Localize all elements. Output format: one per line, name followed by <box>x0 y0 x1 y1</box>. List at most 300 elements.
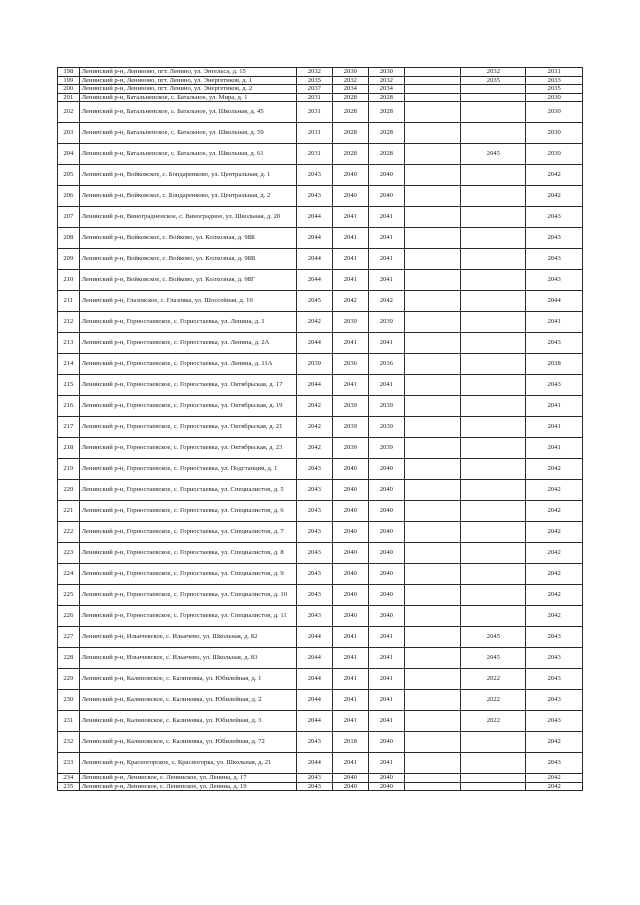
row-number: 210 <box>58 270 80 291</box>
year-col-3: 2030 <box>368 68 404 77</box>
year-col-4 <box>404 543 461 564</box>
year-col-6: 2042 <box>526 186 583 207</box>
year-col-4 <box>404 93 461 102</box>
year-col-4 <box>404 438 461 459</box>
year-col-4 <box>404 375 461 396</box>
table-row <box>58 627 583 648</box>
year-col-4 <box>404 102 461 123</box>
year-col-1: 2031 <box>296 144 332 165</box>
year-col-1: 2031 <box>296 102 332 123</box>
row-number: 220 <box>58 480 80 501</box>
year-col-1: 2043 <box>296 522 332 543</box>
year-col-4 <box>404 249 461 270</box>
address: Ленинский р-н, Виноградненское, с. Виноградное, ул. Школьная, д. 20 <box>79 207 296 228</box>
year-col-3: 2039 <box>368 417 404 438</box>
year-col-5 <box>461 564 526 585</box>
year-col-4 <box>404 76 461 85</box>
year-col-3: 2041 <box>368 270 404 291</box>
year-col-3: 2034 <box>368 85 404 94</box>
row-number: 225 <box>58 585 80 606</box>
year-col-2: 2041 <box>332 249 368 270</box>
year-col-1: 2044 <box>296 249 332 270</box>
year-col-6: 2041 <box>526 396 583 417</box>
year-col-6: 2042 <box>526 522 583 543</box>
year-col-2: 2041 <box>332 648 368 669</box>
address: Ленинский р-н, Лениново, пгт. Ленино, ул. Энергетиков, д. 2 <box>79 85 296 94</box>
year-col-2: 2028 <box>332 93 368 102</box>
table-row <box>58 585 583 606</box>
year-col-5 <box>461 333 526 354</box>
year-col-4 <box>404 312 461 333</box>
year-col-4 <box>404 186 461 207</box>
table-row <box>58 165 583 186</box>
address: Ленинский р-н, Горностаевское, с. Горностаевка, ул. Специалистов, д. 11 <box>79 606 296 627</box>
year-col-5 <box>461 93 526 102</box>
address: Ленинский р-н, Горностаевское, с. Горностаевка, ул. Специалистов, д. 8 <box>79 543 296 564</box>
year-col-1: 2044 <box>296 270 332 291</box>
year-col-3: 2041 <box>368 375 404 396</box>
year-col-1: 2044 <box>296 207 332 228</box>
row-number: 201 <box>58 93 80 102</box>
year-col-1: 2044 <box>296 228 332 249</box>
row-number: 212 <box>58 312 80 333</box>
year-col-4 <box>404 627 461 648</box>
year-col-1: 2042 <box>296 312 332 333</box>
year-col-4 <box>404 606 461 627</box>
table-row <box>58 333 583 354</box>
year-col-5: 2045 <box>461 648 526 669</box>
year-col-5 <box>461 438 526 459</box>
year-col-4 <box>404 501 461 522</box>
year-col-1: 2044 <box>296 375 332 396</box>
year-col-6: 2041 <box>526 438 583 459</box>
year-col-6: 2042 <box>526 459 583 480</box>
year-col-6: 2041 <box>526 312 583 333</box>
address: Ленинский р-н, Калиновское, с. Калиновка, ул. Юбилейная, д. 2 <box>79 690 296 711</box>
year-col-6: 2042 <box>526 501 583 522</box>
year-col-6: 2030 <box>526 102 583 123</box>
year-col-3: 2028 <box>368 93 404 102</box>
year-col-4 <box>404 669 461 690</box>
year-col-4 <box>404 144 461 165</box>
table-row <box>58 711 583 732</box>
table-row <box>58 312 583 333</box>
year-col-6: 2038 <box>526 354 583 375</box>
year-col-1: 2042 <box>296 438 332 459</box>
year-col-4 <box>404 123 461 144</box>
table-row <box>58 732 583 753</box>
year-col-1: 2043 <box>296 186 332 207</box>
table-row <box>58 68 583 77</box>
year-col-1: 2043 <box>296 732 332 753</box>
year-col-4 <box>404 480 461 501</box>
year-col-2: 2041 <box>332 228 368 249</box>
year-col-5 <box>461 459 526 480</box>
year-col-1: 2043 <box>296 543 332 564</box>
year-col-1: 2042 <box>296 417 332 438</box>
table-row <box>58 207 583 228</box>
year-col-3: 2042 <box>368 291 404 312</box>
year-col-2: 2028 <box>332 144 368 165</box>
year-col-3: 2036 <box>368 354 404 375</box>
address: Ленинский р-н, Горностаевское, с. Горностаевка, ул. Октябрьская, д. 17 <box>79 375 296 396</box>
row-number: 230 <box>58 690 80 711</box>
year-col-6: 2043 <box>526 375 583 396</box>
year-col-2: 2040 <box>332 522 368 543</box>
table-row <box>58 123 583 144</box>
address: Ленинский р-н, Батальненское, с. Батальное, ул. Школьная, д. 61 <box>79 144 296 165</box>
table-row <box>58 396 583 417</box>
table-row <box>58 270 583 291</box>
address: Ленинский р-н, Горностаевское, с. Горностаевка, ул. Специалистов, д. 6 <box>79 501 296 522</box>
year-col-4 <box>404 291 461 312</box>
year-col-2: 2040 <box>332 480 368 501</box>
housing-schedule-table <box>57 67 583 791</box>
year-col-1: 2043 <box>296 606 332 627</box>
year-col-6: 2031 <box>526 68 583 77</box>
row-number: 200 <box>58 85 80 94</box>
row-number: 216 <box>58 396 80 417</box>
table-row <box>58 543 583 564</box>
year-col-4 <box>404 564 461 585</box>
year-col-2: 2040 <box>332 585 368 606</box>
year-col-5 <box>461 270 526 291</box>
year-col-3: 2041 <box>368 249 404 270</box>
year-col-4 <box>404 522 461 543</box>
row-number: 228 <box>58 648 80 669</box>
row-number: 213 <box>58 333 80 354</box>
row-number: 227 <box>58 627 80 648</box>
address: Ленинский р-н, Ильичевское, с. Ильичево, ул. Школьная, д. 83 <box>79 648 296 669</box>
address: Ленинский р-н, Войковское, с. Бондаренково, ул. Центральная, д. 1 <box>79 165 296 186</box>
row-number: 204 <box>58 144 80 165</box>
row-number: 209 <box>58 249 80 270</box>
table-row <box>58 774 583 783</box>
row-number: 202 <box>58 102 80 123</box>
year-col-1: 2044 <box>296 333 332 354</box>
year-col-5 <box>461 165 526 186</box>
address: Ленинский р-н, Горностаевское, с. Горностаевка, ул. Специалистов, д. 10 <box>79 585 296 606</box>
table-row <box>58 522 583 543</box>
table-row <box>58 375 583 396</box>
year-col-4 <box>404 648 461 669</box>
year-col-1: 2044 <box>296 711 332 732</box>
year-col-4 <box>404 207 461 228</box>
row-number: 226 <box>58 606 80 627</box>
year-col-3: 2041 <box>368 690 404 711</box>
address: Ленинский р-н, Калиновское, с. Калиновка, ул. Юбилейная, д. 1 <box>79 669 296 690</box>
year-col-4 <box>404 333 461 354</box>
year-col-4 <box>404 68 461 77</box>
year-col-2: 2039 <box>332 312 368 333</box>
year-col-3: 2041 <box>368 228 404 249</box>
year-col-5 <box>461 732 526 753</box>
year-col-4 <box>404 354 461 375</box>
table-row <box>58 85 583 94</box>
row-number: 214 <box>58 354 80 375</box>
year-col-1: 2035 <box>296 76 332 85</box>
row-number: 231 <box>58 711 80 732</box>
year-col-3: 2039 <box>368 396 404 417</box>
year-col-5 <box>461 102 526 123</box>
address: Ленинский р-н, Ильичевское, с. Ильичево, ул. Школьная, д. 82 <box>79 627 296 648</box>
year-col-3: 2041 <box>368 648 404 669</box>
year-col-6: 2041 <box>526 417 583 438</box>
year-col-4 <box>404 417 461 438</box>
year-col-5 <box>461 522 526 543</box>
year-col-2: 2039 <box>332 396 368 417</box>
year-col-5 <box>461 228 526 249</box>
year-col-2: 2041 <box>332 690 368 711</box>
row-number: 223 <box>58 543 80 564</box>
table-row <box>58 354 583 375</box>
year-col-5: 2045 <box>461 627 526 648</box>
year-col-5: 2022 <box>461 711 526 732</box>
year-col-2: 2030 <box>332 68 368 77</box>
table-row <box>58 438 583 459</box>
year-col-5 <box>461 606 526 627</box>
row-number: 206 <box>58 186 80 207</box>
year-col-1: 2043 <box>296 480 332 501</box>
year-col-2: 2032 <box>332 76 368 85</box>
year-col-2: 2018 <box>332 732 368 753</box>
table-row <box>58 501 583 522</box>
year-col-1: 2031 <box>296 93 332 102</box>
year-col-6: 2042 <box>526 732 583 753</box>
address: Ленинский р-н, Горностаевское, с. Горностаевка, ул. Ленина, д. 11А <box>79 354 296 375</box>
address: Ленинский р-н, Горностаевское, с. Горностаевка, ул. Специалистов, д. 7 <box>79 522 296 543</box>
year-col-2: 2041 <box>332 753 368 774</box>
row-number: 233 <box>58 753 80 774</box>
year-col-3: 2041 <box>368 753 404 774</box>
year-col-5: 2035 <box>461 76 526 85</box>
year-col-3: 2040 <box>368 564 404 585</box>
year-col-2: 2040 <box>332 186 368 207</box>
year-col-3: 2041 <box>368 711 404 732</box>
year-col-2: 2041 <box>332 207 368 228</box>
year-col-2: 2041 <box>332 669 368 690</box>
year-col-6: 2044 <box>526 291 583 312</box>
year-col-5 <box>461 543 526 564</box>
year-col-2: 2039 <box>332 417 368 438</box>
row-number: 219 <box>58 459 80 480</box>
year-col-3: 2040 <box>368 165 404 186</box>
year-col-2: 2040 <box>332 543 368 564</box>
address: Ленинский р-н, Войковское, с. Войково, ул. Колхозная, д. 98В <box>79 249 296 270</box>
year-col-2: 2034 <box>332 85 368 94</box>
address: Ленинский р-н, Калиновское, с. Калиновка, ул. Юбилейная, д. 72 <box>79 732 296 753</box>
year-col-1: 2043 <box>296 564 332 585</box>
address: Ленинский р-н, Батальненское, с. Батальное, ул. Школьная, д. 59 <box>79 123 296 144</box>
year-col-5: 2022 <box>461 669 526 690</box>
year-col-3: 2039 <box>368 438 404 459</box>
address: Ленинский р-н, Лениново, пгт. Ленино, ул. Энгельса, д. 15 <box>79 68 296 77</box>
row-number: 211 <box>58 291 80 312</box>
year-col-6: 2043 <box>526 228 583 249</box>
year-col-2: 2041 <box>332 627 368 648</box>
table-row <box>58 669 583 690</box>
year-col-6: 2043 <box>526 627 583 648</box>
year-col-5 <box>461 186 526 207</box>
year-col-1: 2043 <box>296 585 332 606</box>
address: Ленинский р-н, Ленинское, с. Ленинское, ул. Ленина, д. 19 <box>79 782 296 791</box>
year-col-2: 2041 <box>332 270 368 291</box>
row-number: 221 <box>58 501 80 522</box>
address: Ленинский р-н, Батальненское, с. Батальное, ул. Школьная, д. 45 <box>79 102 296 123</box>
address: Ленинский р-н, Горностаевское, с. Горностаевка, ул. Октябрьская, д. 23 <box>79 438 296 459</box>
year-col-6: 2043 <box>526 753 583 774</box>
year-col-3: 2041 <box>368 333 404 354</box>
year-col-4 <box>404 396 461 417</box>
table-row <box>58 186 583 207</box>
year-col-6: 2043 <box>526 270 583 291</box>
year-col-6: 2030 <box>526 144 583 165</box>
table-row <box>58 291 583 312</box>
year-col-3: 2028 <box>368 144 404 165</box>
year-col-3: 2039 <box>368 312 404 333</box>
year-col-4 <box>404 228 461 249</box>
year-col-4 <box>404 711 461 732</box>
address: Ленинский р-н, Ленинское, с. Ленинское, ул. Ленина, д. 17 <box>79 774 296 783</box>
row-number: 203 <box>58 123 80 144</box>
row-number: 235 <box>58 782 80 791</box>
table-row <box>58 102 583 123</box>
year-col-5 <box>461 291 526 312</box>
year-col-2: 2039 <box>332 438 368 459</box>
year-col-1: 2043 <box>296 782 332 791</box>
year-col-6: 2043 <box>526 690 583 711</box>
address: Ленинский р-н, Горностаевское, с. Горностаевка, ул. Октябрьская, д. 19 <box>79 396 296 417</box>
year-col-5 <box>461 207 526 228</box>
year-col-6: 2042 <box>526 585 583 606</box>
year-col-5 <box>461 123 526 144</box>
year-col-5 <box>461 312 526 333</box>
year-col-2: 2028 <box>332 102 368 123</box>
year-col-3: 2028 <box>368 102 404 123</box>
year-col-2: 2042 <box>332 291 368 312</box>
year-col-2: 2036 <box>332 354 368 375</box>
table-row <box>58 93 583 102</box>
year-col-2: 2040 <box>332 501 368 522</box>
year-col-4 <box>404 585 461 606</box>
year-col-6: 2042 <box>526 606 583 627</box>
year-col-6: 2043 <box>526 669 583 690</box>
address: Ленинский р-н, Войковское, с. Войково, ул. Колхозная, д. 98Б <box>79 228 296 249</box>
year-col-2: 2041 <box>332 333 368 354</box>
address: Ленинский р-н, Лениново, пгт. Ленино, ул. Энергетиков, д. 1 <box>79 76 296 85</box>
year-col-1: 2044 <box>296 648 332 669</box>
address: Ленинский р-н, Горностаевское, с. Горностаевка, ул. Ленина, д. 1 <box>79 312 296 333</box>
year-col-3: 2041 <box>368 627 404 648</box>
year-col-6: 2043 <box>526 711 583 732</box>
year-col-1: 2045 <box>296 291 332 312</box>
year-col-5 <box>461 501 526 522</box>
table-row <box>58 249 583 270</box>
year-col-6: 2042 <box>526 480 583 501</box>
year-col-4 <box>404 753 461 774</box>
year-col-5 <box>461 774 526 783</box>
row-number: 207 <box>58 207 80 228</box>
year-col-5 <box>461 753 526 774</box>
year-col-3: 2040 <box>368 459 404 480</box>
year-col-3: 2040 <box>368 480 404 501</box>
table-row <box>58 459 583 480</box>
year-col-1: 2044 <box>296 627 332 648</box>
row-number: 222 <box>58 522 80 543</box>
year-col-1: 2043 <box>296 165 332 186</box>
year-col-3: 2040 <box>368 501 404 522</box>
table-row <box>58 648 583 669</box>
address: Ленинский р-н, Калиновское, с. Калиновка, ул. Юбилейная, д. 3 <box>79 711 296 732</box>
year-col-3: 2040 <box>368 606 404 627</box>
row-number: 234 <box>58 774 80 783</box>
address: Ленинский р-н, Горностаевское, с. Горностаевка, ул. Специалистов, д. 9 <box>79 564 296 585</box>
year-col-1: 2039 <box>296 354 332 375</box>
year-col-6: 2043 <box>526 333 583 354</box>
row-number: 208 <box>58 228 80 249</box>
row-number: 224 <box>58 564 80 585</box>
year-col-4 <box>404 459 461 480</box>
year-col-3: 2040 <box>368 774 404 783</box>
table-row <box>58 144 583 165</box>
year-col-4 <box>404 782 461 791</box>
year-col-6: 2030 <box>526 93 583 102</box>
year-col-6: 2033 <box>526 76 583 85</box>
year-col-1: 2042 <box>296 396 332 417</box>
year-col-5 <box>461 585 526 606</box>
year-col-1: 2044 <box>296 753 332 774</box>
table-row <box>58 606 583 627</box>
year-col-5 <box>461 396 526 417</box>
year-col-3: 2040 <box>368 522 404 543</box>
row-number: 198 <box>58 68 80 77</box>
address: Ленинский р-н, Красногорское, с. Красногорка, ул. Школьная, д. 21 <box>79 753 296 774</box>
address: Ленинский р-н, Горностаевское, с. Горностаевка, ул. Подстанция, д. 1 <box>79 459 296 480</box>
address: Ленинский р-н, Войковское, с. Войково, ул. Колхозная, д. 98Г <box>79 270 296 291</box>
year-col-3: 2040 <box>368 585 404 606</box>
table-body <box>58 68 583 791</box>
address: Ленинский р-н, Горностаевское, с. Горностаевка, ул. Специалистов, д. 5 <box>79 480 296 501</box>
row-number: 229 <box>58 669 80 690</box>
year-col-1: 2043 <box>296 501 332 522</box>
year-col-6: 2030 <box>526 123 583 144</box>
address: Ленинский р-н, Батальненское, с. Батальное, ул. Мира, д. 1 <box>79 93 296 102</box>
year-col-5: 2045 <box>461 144 526 165</box>
year-col-1: 2043 <box>296 459 332 480</box>
year-col-4 <box>404 85 461 94</box>
row-number: 215 <box>58 375 80 396</box>
year-col-1: 2037 <box>296 85 332 94</box>
year-col-2: 2028 <box>332 123 368 144</box>
year-col-5 <box>461 354 526 375</box>
year-col-3: 2028 <box>368 123 404 144</box>
year-col-4 <box>404 774 461 783</box>
row-number: 232 <box>58 732 80 753</box>
year-col-1: 2031 <box>296 123 332 144</box>
year-col-3: 2040 <box>368 543 404 564</box>
year-col-4 <box>404 165 461 186</box>
year-col-5 <box>461 417 526 438</box>
row-number: 205 <box>58 165 80 186</box>
year-col-4 <box>404 732 461 753</box>
year-col-2: 2040 <box>332 774 368 783</box>
year-col-5: 2032 <box>461 68 526 77</box>
year-col-5: 2022 <box>461 690 526 711</box>
year-col-3: 2041 <box>368 207 404 228</box>
year-col-5 <box>461 375 526 396</box>
year-col-3: 2041 <box>368 669 404 690</box>
table-row <box>58 782 583 791</box>
